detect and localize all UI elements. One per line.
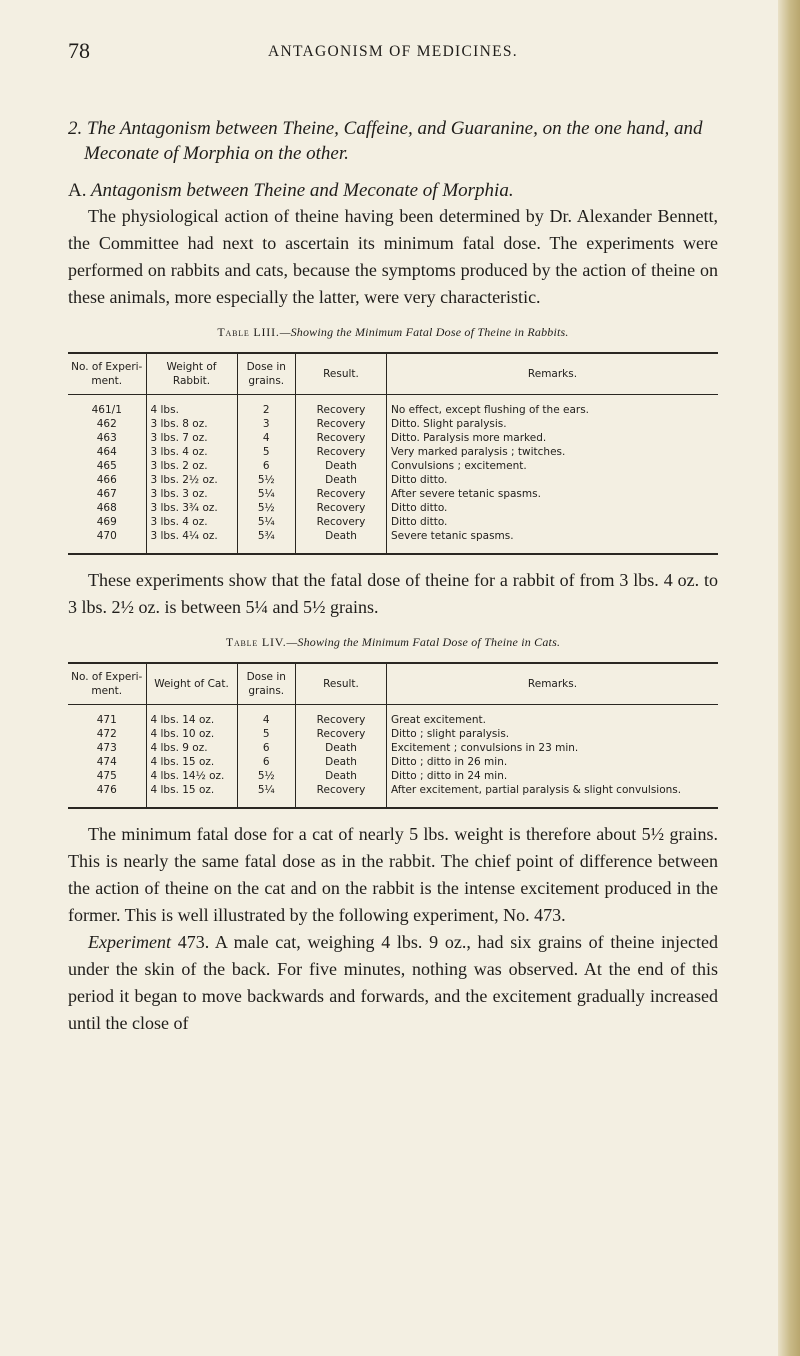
- weight-cell: 3 lbs. 2½ oz.: [146, 473, 237, 487]
- experiment-number-cell: 471: [96, 714, 117, 726]
- dose-cell: 3: [237, 417, 296, 431]
- result-cell: Death: [296, 529, 387, 554]
- experiment-number-cell: 469: [96, 516, 117, 528]
- result-cell: Recovery: [296, 431, 387, 445]
- table-row: [68, 501, 718, 515]
- result-cell: Death: [296, 755, 387, 769]
- result-cell: Death: [296, 741, 387, 755]
- dose-cell: 4: [237, 431, 296, 445]
- column-header: Weight of Rabbit.: [146, 353, 237, 395]
- table-liii-rabbits: [68, 352, 718, 555]
- remarks-cell: Ditto ; ditto in 24 min.: [387, 769, 719, 783]
- table-row: [68, 705, 718, 728]
- experiment-number-cell: 470: [68, 529, 146, 554]
- result-cell: Recovery: [296, 705, 387, 728]
- dose-cell: 5¼: [237, 515, 296, 529]
- remarks-cell: Ditto ditto.: [387, 515, 719, 529]
- table-row: [68, 459, 718, 473]
- result-cell: Death: [296, 459, 387, 473]
- table-row: [68, 395, 718, 418]
- experiment-number-cell: 474: [96, 756, 117, 768]
- weight-cell: 3 lbs. 3¾ oz.: [146, 501, 237, 515]
- experiment-number-cell: 462: [96, 418, 117, 430]
- dose-cell: 5: [237, 727, 296, 741]
- running-title: ANTAGONISM OF MEDICINES.: [268, 43, 518, 60]
- weight-cell: 4 lbs. 14 oz.: [146, 705, 237, 728]
- column-header: Dose in grains.: [237, 663, 296, 705]
- dose-cell: 5½: [237, 473, 296, 487]
- remarks-cell: Ditto ditto.: [387, 501, 719, 515]
- weight-cell: 4 lbs. 14½ oz.: [146, 769, 237, 783]
- weight-cell: 3 lbs. 7 oz.: [146, 431, 237, 445]
- remarks-cell: Severe tetanic spasms.: [387, 529, 719, 554]
- table-liv-label: Table LIV.: [225, 635, 287, 649]
- result-cell: Recovery: [296, 515, 387, 529]
- table-liii-label: Table LIII.: [217, 325, 280, 339]
- subsection-title-text: Antagonism between Theine and Meconate of Morphia.: [90, 180, 514, 201]
- experiment-text: 473. A male cat, weighing 4 lbs. 9 oz., had six grains of theine injected under the skin of the back. For five minutes, nothing was observed. At the end of this period it began to move backwards and forwards, and the excitement gradually increased until the close of: [68, 932, 719, 1033]
- remarks-cell: Very marked paralysis ; twitches.: [387, 445, 719, 459]
- remarks-cell: After excitement, partial paralysis & slight convulsions.: [387, 783, 719, 808]
- table-liv-caption-text: —Showing the Minimum Fatal Dose of Theine in Cats.: [286, 635, 561, 649]
- result-cell: Recovery: [296, 501, 387, 515]
- experiment-number-cell: 465: [96, 460, 117, 472]
- table-row: [68, 515, 718, 529]
- result-cell: Recovery: [296, 445, 387, 459]
- column-header: Result.: [296, 663, 387, 705]
- weight-cell: 4 lbs.: [146, 395, 237, 418]
- column-header: Remarks.: [387, 663, 719, 705]
- remarks-cell: After severe tetanic spasms.: [387, 487, 719, 501]
- weight-cell: 4 lbs. 10 oz.: [146, 727, 237, 741]
- table-row: [68, 445, 718, 459]
- dose-cell: 5¾: [237, 529, 296, 554]
- table-row: [68, 741, 718, 755]
- weight-cell: 4 lbs. 9 oz.: [146, 741, 237, 755]
- column-header: Remarks.: [387, 353, 719, 395]
- dose-cell: 4: [237, 705, 296, 728]
- table-liii-caption-text: —Showing the Minimum Fatal Dose of Theine in Rabbits.: [279, 325, 569, 339]
- table-row: [68, 473, 718, 487]
- result-cell: Death: [296, 473, 387, 487]
- experiment-number-cell: 475: [96, 770, 117, 782]
- page-edge: [778, 0, 800, 1356]
- dose-cell: 5½: [237, 769, 296, 783]
- weight-cell: 3 lbs. 3 oz.: [146, 487, 237, 501]
- table-header-row: [68, 663, 718, 705]
- section-title: 2. The Antagonism between Theine, Caffeine, and Guaranine, on the one hand, and Meconate of Morphia on the other.: [68, 118, 703, 164]
- table-row: [68, 417, 718, 431]
- weight-cell: 3 lbs. 4 oz.: [146, 515, 237, 529]
- experiment-number-cell: 464: [96, 446, 117, 458]
- experiment-number-cell: 467: [96, 488, 117, 500]
- experiment-number-cell: 466: [96, 474, 117, 486]
- column-header: Dose in grains.: [237, 353, 296, 395]
- result-cell: Recovery: [296, 783, 387, 808]
- experiment-label: Experiment: [88, 932, 171, 952]
- result-cell: Recovery: [296, 417, 387, 431]
- weight-cell: 4 lbs. 15 oz.: [146, 755, 237, 769]
- table-row: [68, 783, 718, 808]
- weight-cell: 3 lbs. 4¼ oz.: [146, 529, 237, 554]
- result-cell: Recovery: [296, 395, 387, 418]
- remarks-cell: Convulsions ; excitement.: [387, 459, 719, 473]
- dose-cell: 5¼: [237, 487, 296, 501]
- table-header-row: [68, 353, 718, 395]
- remarks-cell: Ditto ; ditto in 26 min.: [387, 755, 719, 769]
- page-number: 78: [68, 38, 90, 63]
- page-header: [68, 38, 718, 68]
- column-header: Result.: [296, 353, 387, 395]
- weight-cell: 3 lbs. 2 oz.: [146, 459, 237, 473]
- table-liii-caption: [68, 325, 718, 340]
- table-row: [68, 727, 718, 741]
- column-header: Weight of Cat.: [146, 663, 237, 705]
- remarks-cell: Great excitement.: [387, 705, 719, 728]
- column-header: No. of Experi-ment.: [68, 353, 146, 395]
- remarks-cell: Excitement ; convulsions in 23 min.: [387, 741, 719, 755]
- remarks-cell: Ditto. Paralysis more marked.: [387, 431, 719, 445]
- subsection-title: [68, 178, 718, 203]
- remarks-cell: Ditto ditto.: [387, 473, 719, 487]
- dose-cell: 2: [237, 395, 296, 418]
- intro-paragraph: The physiological action of theine having been determined by Dr. Alexander Bennett, the Committee had next to ascertain its minimum fatal dose. The experiments were performed on rabbits and cats, because the symptoms produced by the action of theine on these animals, more especially the latter, were very characteristic.: [68, 206, 718, 307]
- remarks-cell: No effect, except flushing of the ears.: [387, 395, 719, 418]
- column-header: No. of Experi-ment.: [68, 663, 146, 705]
- result-cell: Recovery: [296, 487, 387, 501]
- result-cell: Recovery: [296, 727, 387, 741]
- dose-cell: 6: [237, 755, 296, 769]
- experiment-number-cell: 463: [96, 432, 117, 444]
- table-row: [68, 529, 718, 554]
- dose-cell: 5½: [237, 501, 296, 515]
- experiment-number-cell: 461/1: [91, 404, 122, 416]
- weight-cell: 4 lbs. 15 oz.: [146, 783, 237, 808]
- cat-results-paragraph: The minimum fatal dose for a cat of nearly 5 lbs. weight is therefore about 5½ grains. This is nearly the same fatal dose as in the rabbit. The chief point of difference between the action of theine on the cat and on the rabbit is the intense excitement produced in the former. This is well illustrated by the following experiment, No. 473.: [68, 824, 718, 925]
- dose-cell: 5¼: [237, 783, 296, 808]
- result-cell: Death: [296, 769, 387, 783]
- table-row: [68, 487, 718, 501]
- remarks-cell: Ditto. Slight paralysis.: [387, 417, 719, 431]
- experiment-number-cell: 476: [68, 783, 146, 808]
- experiment-number-cell: 473: [96, 742, 117, 754]
- table-row: [68, 755, 718, 769]
- dose-cell: 6: [237, 459, 296, 473]
- table-liv-caption: [68, 635, 718, 650]
- weight-cell: 3 lbs. 4 oz.: [146, 445, 237, 459]
- table-row: [68, 769, 718, 783]
- experiment-number-cell: 468: [96, 502, 117, 514]
- experiment-paragraph: [68, 929, 718, 1037]
- book-page: [68, 38, 718, 1037]
- experiment-number-cell: 472: [96, 728, 117, 740]
- dose-cell: 6: [237, 741, 296, 755]
- subsection-letter: A.: [68, 180, 87, 201]
- table-row: [68, 431, 718, 445]
- dose-cell: 5: [237, 445, 296, 459]
- weight-cell: 3 lbs. 8 oz.: [146, 417, 237, 431]
- rabbit-results-paragraph: These experiments show that the fatal dose of theine for a rabbit of from 3 lbs. 4 oz. to 3 lbs. 2½ oz. is between 5¼ and 5½ grains.: [68, 570, 718, 617]
- remarks-cell: Ditto ; slight paralysis.: [387, 727, 719, 741]
- table-liv-cats: [68, 662, 718, 809]
